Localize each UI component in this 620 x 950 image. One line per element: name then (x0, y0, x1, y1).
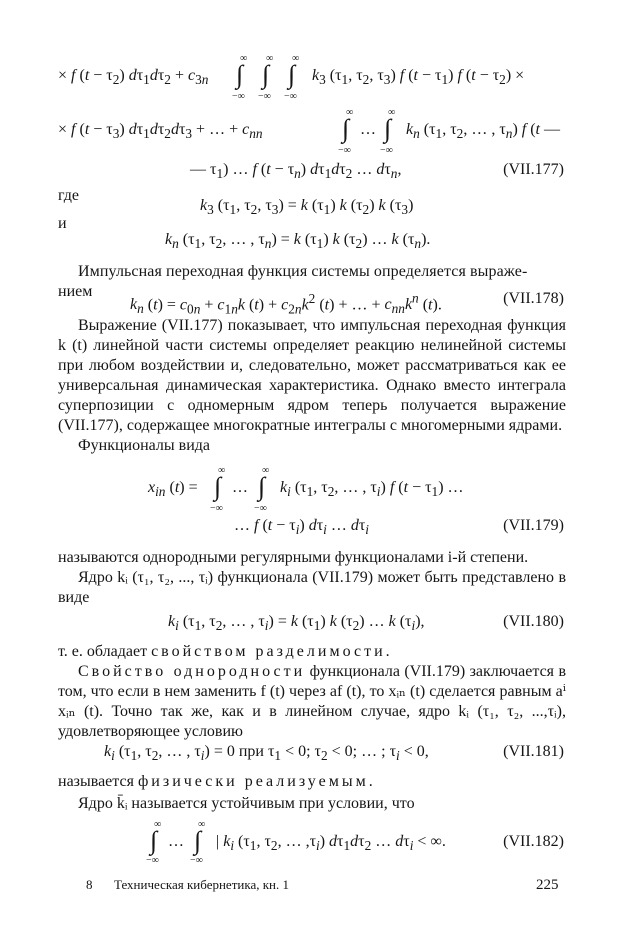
integral-sign: ∫ (262, 60, 270, 89)
homogeneity-after (58, 772, 376, 792)
integral-sign: ∫ (194, 826, 202, 855)
lower-limit: −∞ (232, 91, 245, 102)
formula-182: | $k_i$ ($\tau_1$, $\tau_2$, … $,\tau_i$) $d\tau_1d\tau_2$ … $d\tau_i$ < ∞. (216, 833, 446, 854)
homogeneity-after-spaced: физически реализуемым. (137, 773, 376, 790)
k3-definition: $k_3$ ($\tau_1$, $\tau_2$, $\tau_3) = k$ $(\tau_1)$ k $(\tau_2)$ k $(\tau_3)$ (200, 197, 414, 218)
ellipsis: … (168, 833, 184, 850)
kernel-after (58, 642, 393, 662)
integral-sign: ∫ (150, 826, 158, 855)
equation-number: (VII.181) (503, 743, 564, 760)
kernel-after-spaced: свойством разделимости. (151, 643, 393, 660)
upper-limit: ∞ (262, 465, 270, 476)
upper-limit: ∞ (218, 465, 226, 476)
equation-number: (VII.182) (503, 833, 564, 850)
book-title: Техническая кибернетика, кн. 1 (114, 877, 289, 892)
impulse-text-cont: нием (58, 283, 93, 300)
stability-text: Ядро k̄ᵢ называется устойчивым при условии, что (78, 795, 415, 812)
paragraph-text: Выражение (VII.177) показывает, что импульсная переходная функция k (t) линейной части системы определяет реакцию нелинейной системы при любом воздействии и, следовательно, может рассматриваться как ее универсальная динамическая характеристика. Однако вместо интеграла суперпозиции с одномерным ядром теперь получается выражение (VII.177), содержащее многократные интегралы с многомерными ядрами. (58, 317, 566, 434)
equation-number: (VII.178) (503, 290, 564, 307)
lower-limit: −∞ (380, 145, 393, 156)
upper-limit: ∞ (292, 53, 300, 64)
lower-limit: −∞ (254, 503, 267, 514)
formula-177-line3: — $\tau_1$) … f $(t - \tau_n)$ $d\tau_1d\tau_2$ … $d\tau_n$, (190, 161, 402, 182)
homogeneity-text (58, 662, 566, 742)
formula-177-line2-left: × f $(t - \tau_3)$ $d\tau_1d\tau_2d\tau_3$ + … + $c_{nn}$ (58, 121, 263, 142)
equation-number: (VII.180) (503, 613, 564, 630)
lower-limit: −∞ (258, 91, 271, 102)
upper-limit: ∞ (154, 819, 162, 830)
lower-limit: −∞ (146, 855, 159, 866)
signature-mark: 8 (86, 877, 93, 892)
page-number: 225 (536, 877, 559, 893)
lower-limit: −∞ (338, 145, 351, 156)
paragraph-text: функционала (VII.179) заключается в том, что если в нем заменить f (t) через af (t), то xᵢₙ (t) сделается равным aⁱ xᵢₙ (t). Точно так же, как и в линейном случае, ядро kᵢ (τ₁, τ₂, ...,τᵢ), удовлетворяющее условию (58, 663, 566, 740)
integral-sign: ∫ (236, 60, 244, 89)
word-i: и (58, 215, 67, 232)
kernel-text (58, 568, 566, 608)
word-gde: где (58, 187, 80, 204)
upper-limit: ∞ (346, 107, 354, 118)
upper-limit: ∞ (388, 107, 396, 118)
formula-178: $k_n$ $(t) = c_{0n} + c_{1n}k$ $(t) + c_{2n}k^2$ (t) + … + $c_{nn}k^n$ (t). (130, 291, 442, 317)
functionals-after: называются однородными регулярными функционалами i-й степени. (58, 549, 529, 566)
formula-180: $k_i$ ($\tau_1$, $\tau_2$, … , $\tau_i) = k$ $(\tau_1)$ k $(\tau_2)$ … k $(\tau_i)$, (168, 613, 425, 634)
formula-177-line1-right: $k_3$ ($\tau_1$, $\tau_2$, $\tau_3$) f $(t - \tau_1)$ f $(t - \tau_2)$ × (312, 67, 525, 88)
functionals-intro: Функционалы вида (78, 437, 210, 454)
formula-181: $k_i$ ($\tau_1$, $\tau_2$, … , $\tau_i) = 0$ при $\tau_1 < 0$; $\tau_2 < 0$; … ; $\tau_i < 0$, (104, 743, 429, 764)
lower-limit: −∞ (284, 91, 297, 102)
kn-definition: $k_n$ ($\tau_1$, $\tau_2$, … , $\tau_n) = k$ $(\tau_1)$ k $(\tau_2)$ … k $(\tau_n)$. (165, 231, 431, 252)
homogeneity-after-pre: называется (58, 773, 134, 790)
formula-179-right: $k_i$ ($\tau_1$, $\tau_2$, … , $\tau_i$) f $(t - \tau_1)$ … (280, 479, 464, 500)
integral-sign: ∫ (342, 114, 350, 143)
ellipsis: … (232, 479, 248, 496)
integral-sign: ∫ (214, 472, 222, 501)
equation-number: (VII.179) (503, 517, 564, 534)
integral-sign: ∫ (288, 60, 296, 89)
formula-179-line2: … f $(t - \tau_i)$ $d\tau_i$ … $d\tau_i$ (234, 517, 369, 538)
formula-177-line2-right: $k_n$ ($\tau_1$, $\tau_2$, … , $\tau_n$) f (t — (406, 121, 560, 142)
integral-sign: ∫ (258, 472, 266, 501)
equation-number: (VII.177) (503, 161, 564, 178)
integral-sign: ∫ (384, 114, 392, 143)
upper-limit: ∞ (198, 819, 206, 830)
impulse-text: Импульсная переходная функция системы определяется выраже- (78, 263, 528, 280)
upper-limit: ∞ (240, 53, 248, 64)
formula-179-left: $x_{in}$ (t) = (148, 479, 198, 500)
formula-177-line1-left: × f $(t - \tau_2)$ $d\tau_1d\tau_2 + c_{3n}$ (58, 67, 209, 88)
homogeneity-spaced: Свойство однородности (78, 663, 306, 680)
upper-limit: ∞ (266, 53, 274, 64)
paragraph-text: Ядро kᵢ (τ₁, τ₂, ..., τᵢ) функционала (VII.179) может быть представлено в виде (58, 569, 566, 606)
paragraph-177 (58, 316, 566, 436)
kernel-after-pre: т. е. обладает (58, 643, 148, 660)
lower-limit: −∞ (210, 503, 223, 514)
lower-limit: −∞ (190, 855, 203, 866)
ellipsis: … (360, 121, 376, 138)
